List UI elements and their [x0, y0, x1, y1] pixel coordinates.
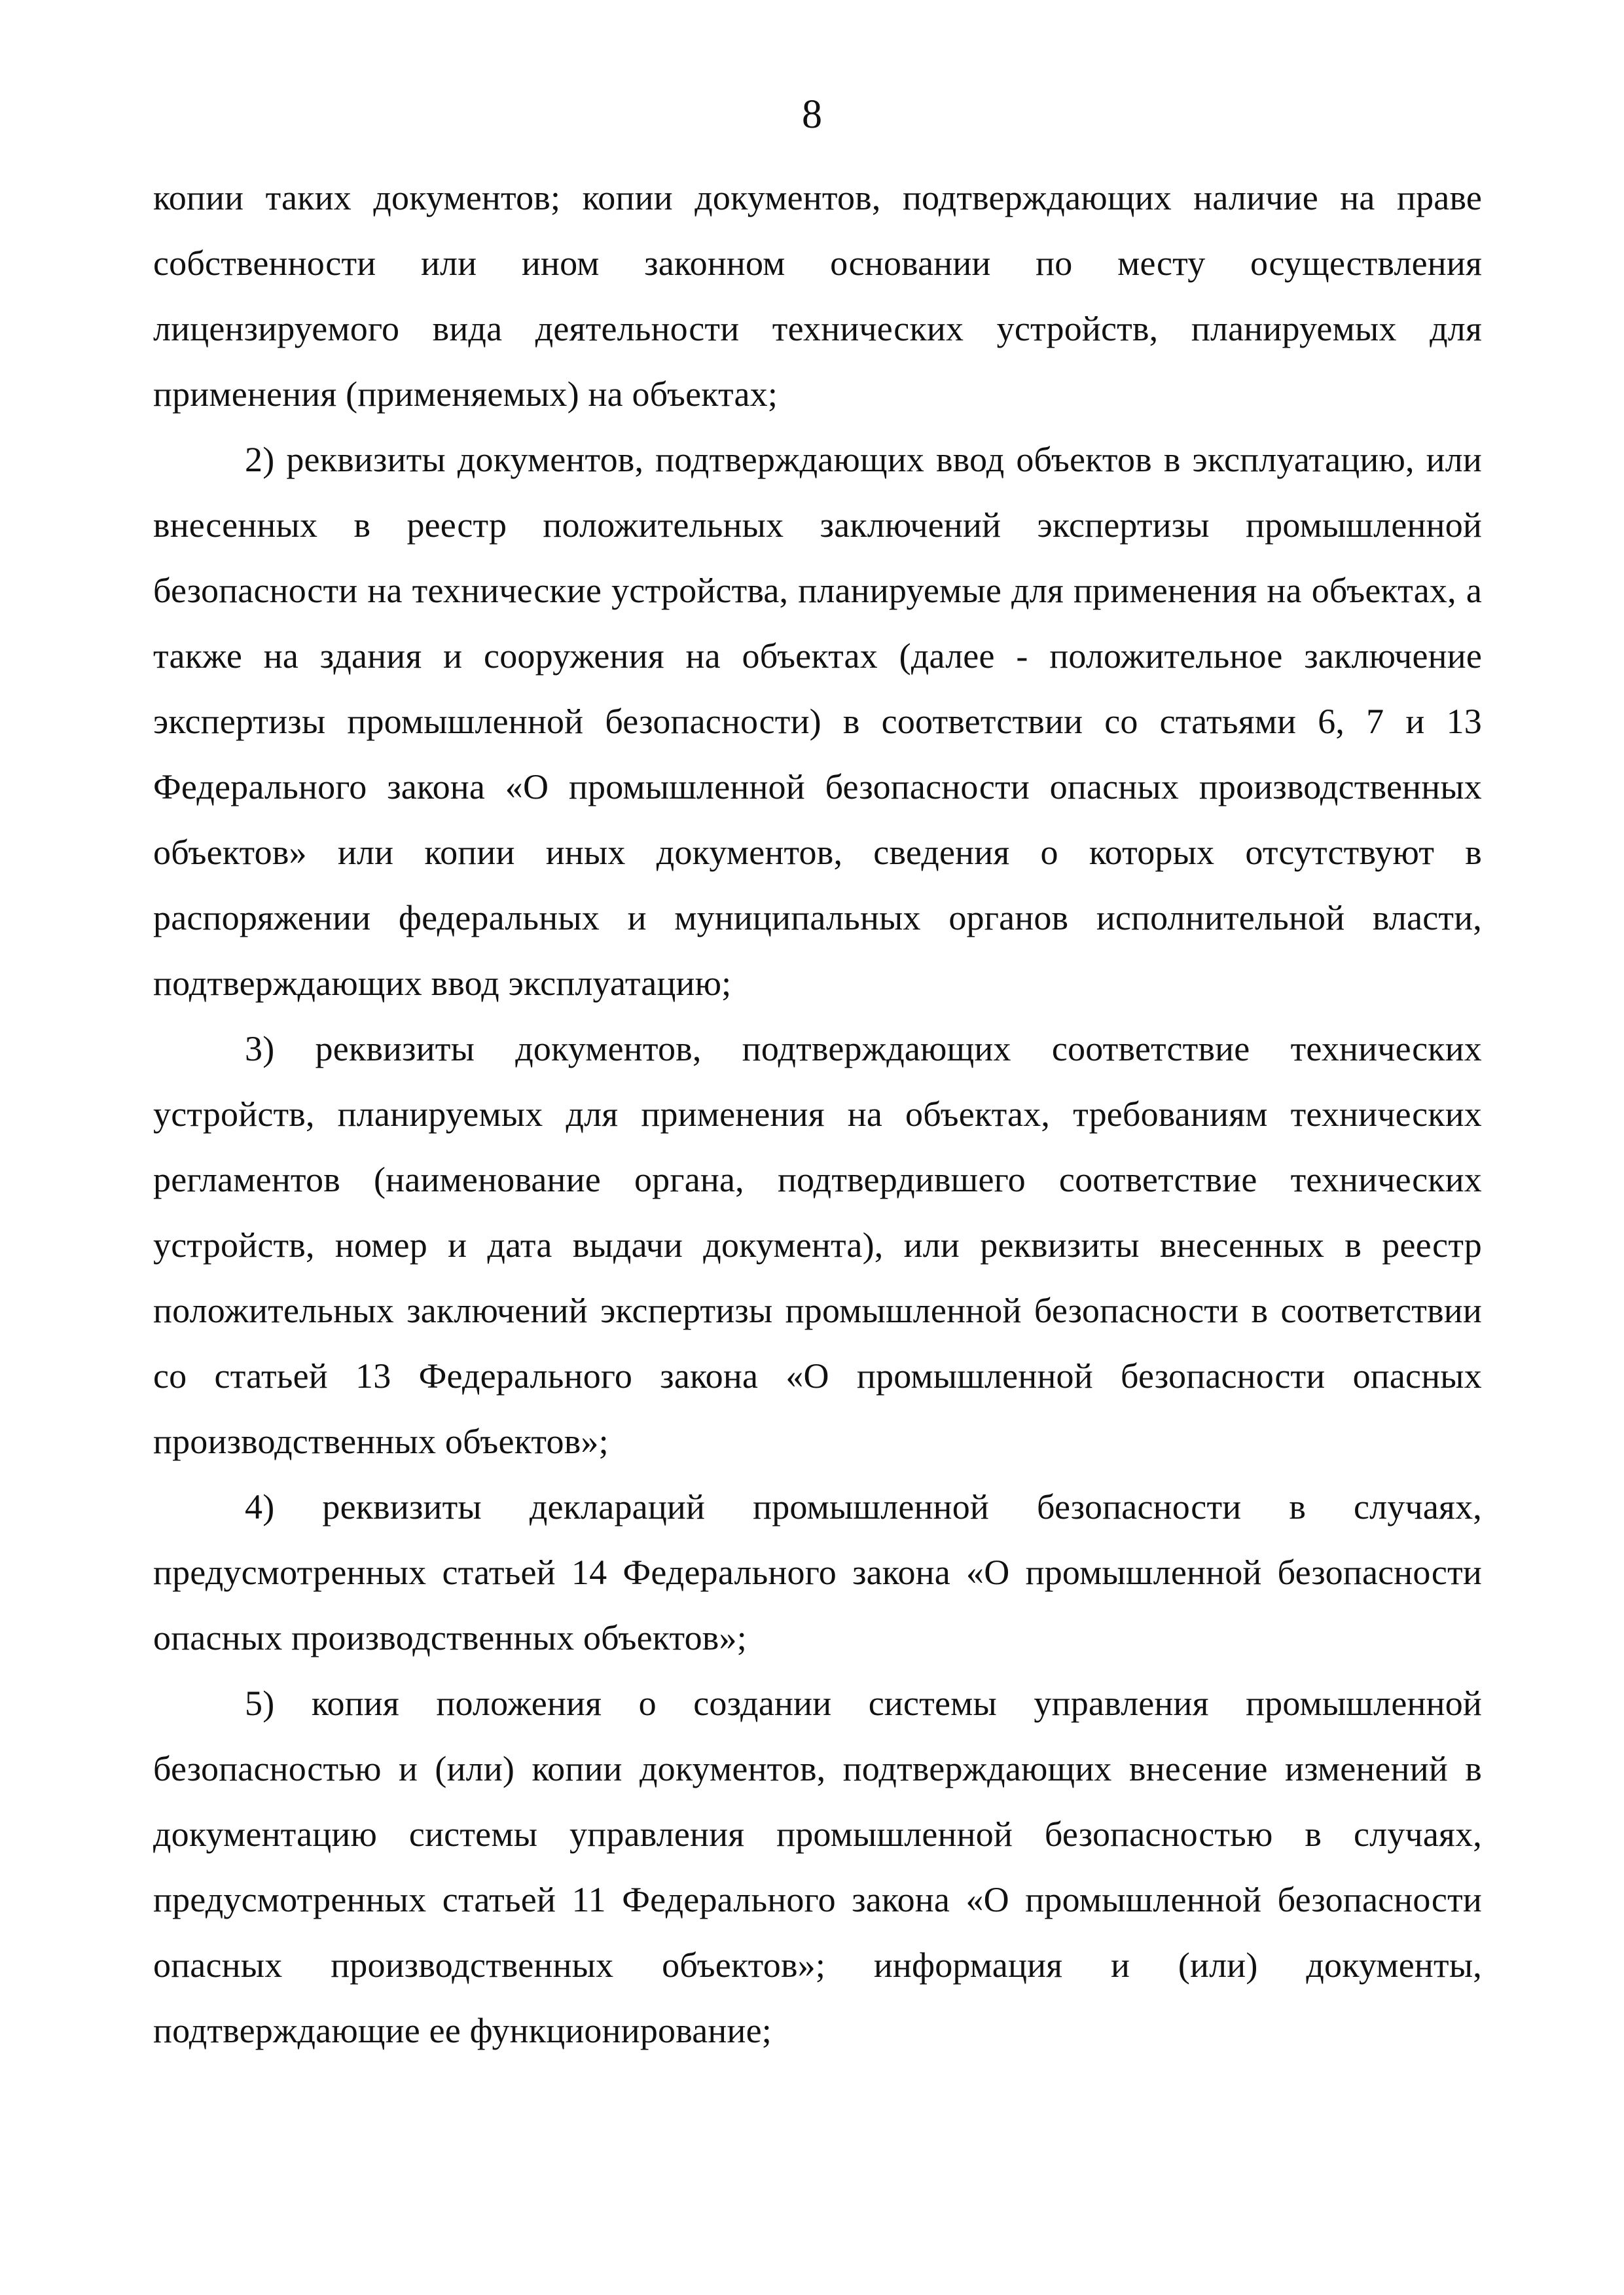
document-body — [153, 165, 1482, 2063]
paragraph-item-2: 2) реквизиты документов, подтверждающих ввод объектов в эксплуатацию, или внесенных в реестр положительных заключений экспертизы промышленной безопасности на технические устройства, планируемые для применения на объектах, а также на здания и сооружения на объектах (далее - положительное заключение экспертизы промышленной безопасности) в соответствии со статьями 6, 7 и 13 Федерального закона «О промышленной безопасности опасных производственных объектов» или копии иных документов, сведения о которых отсутствуют в распоряжении федеральных и муниципальных органов исполнительной власти, подтверждающих ввод эксплуатацию; — [153, 440, 1482, 1003]
paragraph-item-3: 3) реквизиты документов, подтверждающих соответствие технических устройств, планируемых для применения на объектах, требованиям технических регламентов (наименование органа, подтвердившего соответствие технических устройств, номер и дата выдачи документа), или реквизиты внесенных в реестр положительных заключений экспертизы промышленной безопасности в соответствии со статьей 13 Федерального закона «О промышленной безопасности опасных производственных объектов»; — [153, 1029, 1482, 1461]
page-number: 8 — [802, 92, 822, 137]
paragraph-item-4: 4) реквизиты деклараций промышленной безопасности в случаях, предусмотренных статьей 14 Федерального закона «О промышленной безопасности опасных производственных объектов»; — [153, 1487, 1482, 1657]
paragraph-item-5: 5) копия положения о создании системы управления промышленной безопасностью и (или) копии документов, подтверждающих внесение изменений в документацию системы управления промышленной безопасностью в случаях, предусмотренных статьей 11 Федерального закона «О промышленной безопасности опасных производственных объектов»; информация и (или) документы, подтверждающие ее функционирование; — [153, 1684, 1482, 2050]
paragraph-continuation: копии таких документов; копии документов, подтверждающих наличие на праве собственности или ином законном основании по месту осуществления лицензируемого вида деятельности технических устройств, планируемых для применения (применяемых) на объектах; — [153, 178, 1482, 414]
